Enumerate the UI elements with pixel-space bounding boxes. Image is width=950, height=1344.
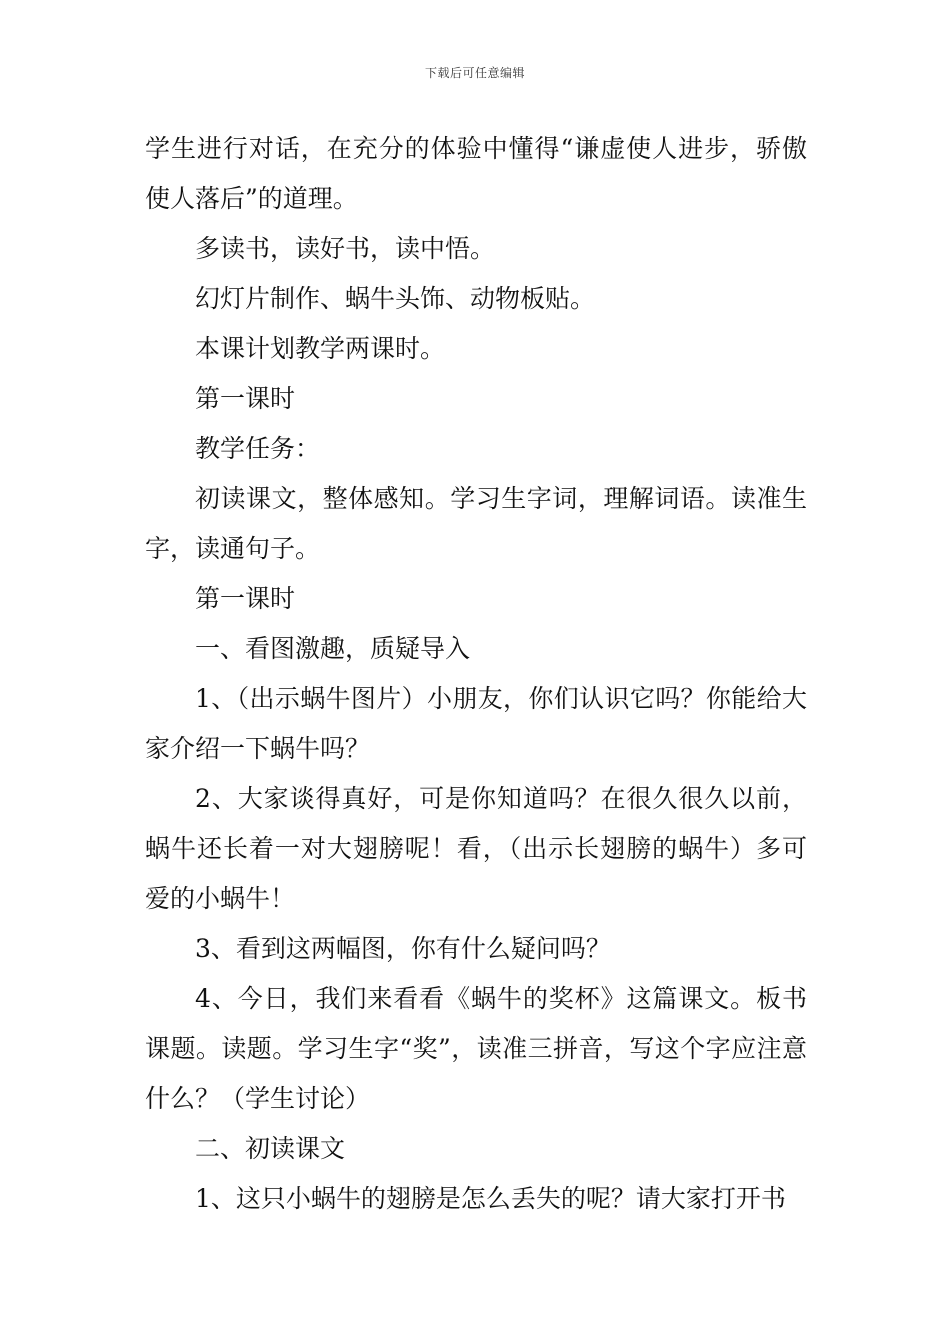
section-heading: 一、看图激趣，质疑导入: [195, 634, 471, 663]
paragraph: 幻灯片制作、蜗牛头饰、动物板贴。: [195, 284, 596, 313]
page-header: 下载后可任意编辑: [424, 66, 525, 80]
list-item: 3、看到这两幅图，你有什么疑问吗？: [195, 934, 611, 963]
paragraph: 教学任务：: [195, 434, 321, 463]
paragraph: 本课计划教学两课时。: [195, 334, 446, 363]
paragraph: 初读课文，整体感知。学习生字词，理解词语。读准生字，读通句子。: [145, 484, 807, 563]
section-heading: 第一课时: [195, 384, 296, 413]
section-heading: 第一课时: [195, 584, 296, 613]
paragraph: 多读书，读好书，读中悟。: [195, 234, 496, 263]
list-item: 2、大家谈得真好，可是你知道吗？在很久很久以前，蜗牛还长着一对大翅膀呢！看，（出示长翅膀的蜗牛）多可爱的小蜗牛！: [145, 784, 807, 913]
section-heading: 二、初读课文: [195, 1134, 346, 1163]
paragraph: 学生进行对话，在充分的体验中懂得“谦虚使人进步，骄傲使人落后”的道理。: [145, 134, 807, 213]
document-body: [145, 124, 807, 1224]
list-item: 1、（出示蜗牛图片）小朋友，你们认识它吗？你能给大家介绍一下蜗牛吗？: [145, 684, 807, 763]
list-item: 1、这只小蜗牛的翅膀是怎么丢失的呢？请大家打开书: [195, 1184, 786, 1213]
list-item: 4、今日，我们来看看《蜗牛的奖杯》这篇课文。板书课题。读题。学习生字“奖”，读准三拼音，写这个字应注意什么？（学生讨论）: [145, 984, 807, 1113]
